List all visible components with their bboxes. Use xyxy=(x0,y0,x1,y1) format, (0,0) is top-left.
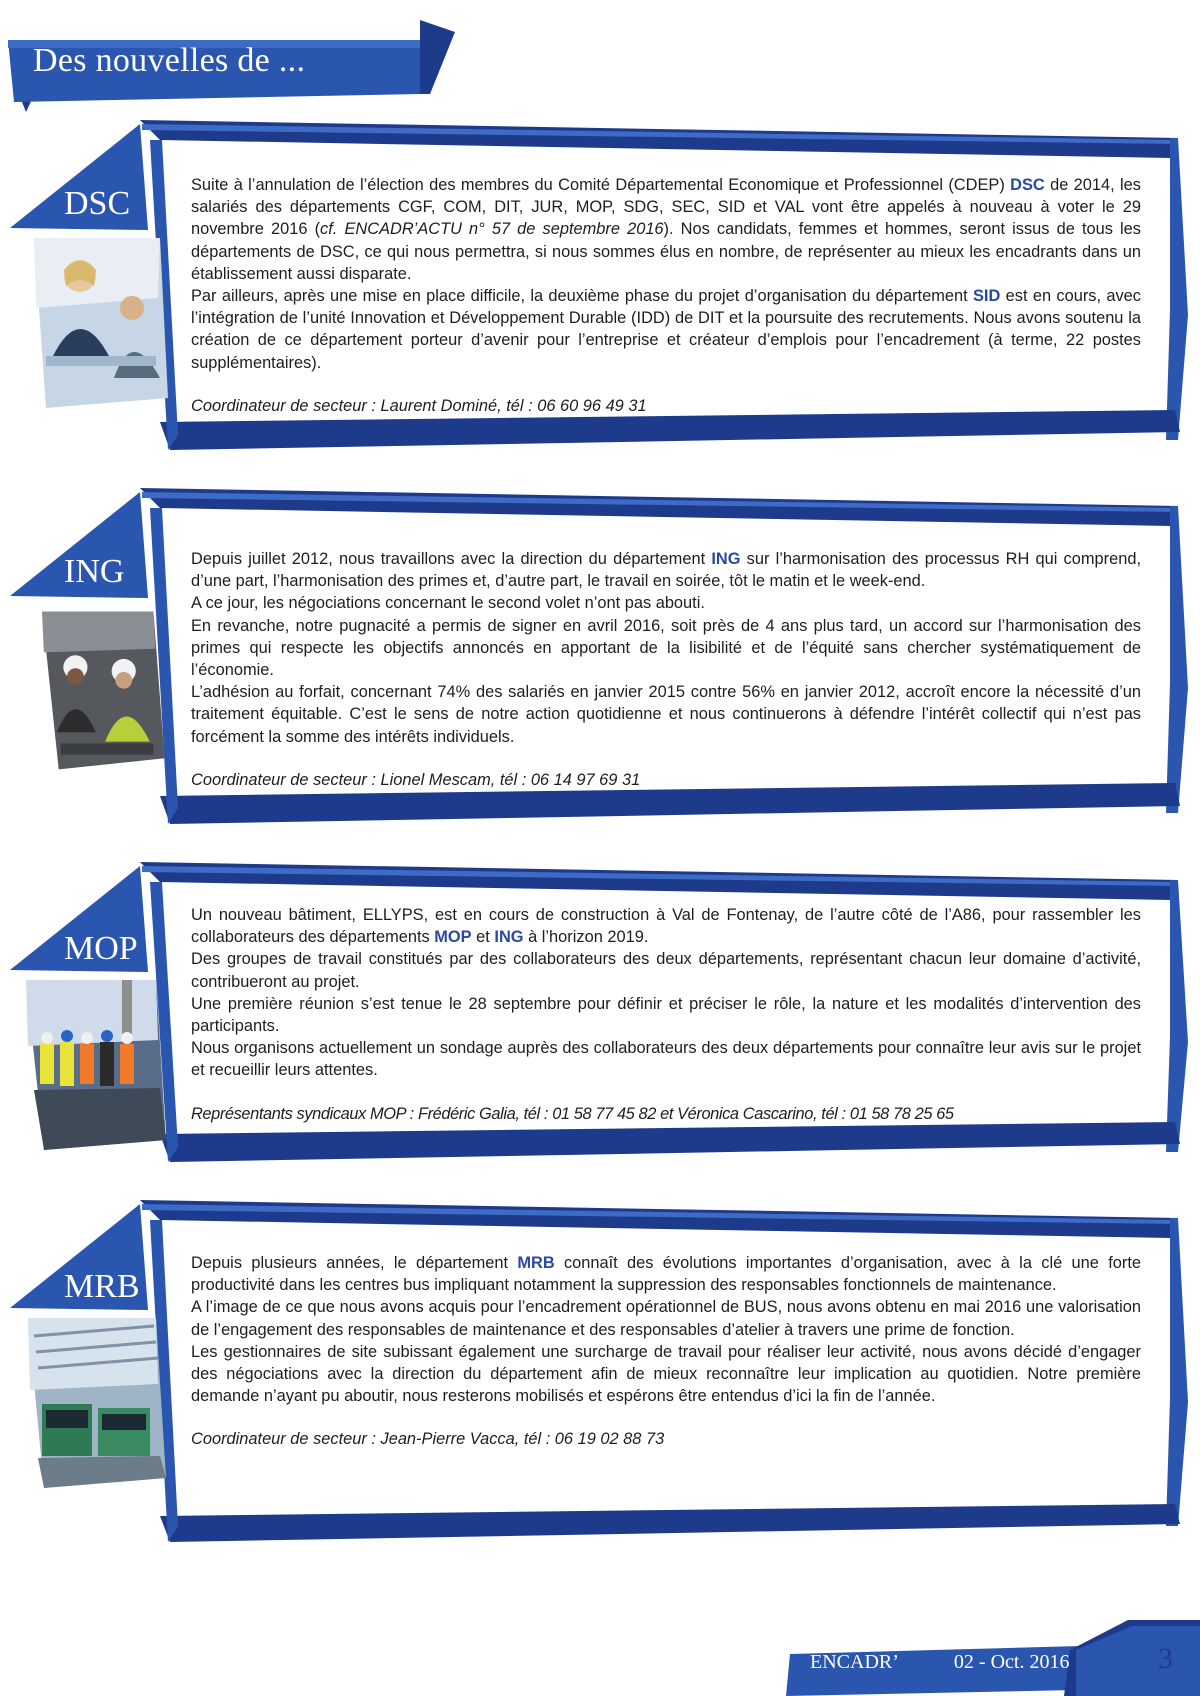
section-mop xyxy=(0,852,1200,1172)
paragraph xyxy=(191,1037,1141,1081)
construction-team-photo xyxy=(26,980,171,1150)
text-run: connaît des évolutions importantes d’organisation, avec à la clé une forte productivité dans les centres bus impliquant notamment la suppression des responsables fonctionnels de maintenance. xyxy=(191,1254,1141,1295)
department-highlight: MRB xyxy=(517,1254,555,1272)
section-tag: MOP xyxy=(64,930,138,967)
text-run: Des groupes de travail constitués par des collaborateurs des deux départements, représentant chacun leur domaine d’activité, contribueront au projet. xyxy=(191,950,1141,991)
paragraph xyxy=(191,592,1141,614)
paragraph xyxy=(191,904,1141,948)
section-tag: DSC xyxy=(64,185,131,222)
coordinator-line: Représentants syndicaux MOP : Frédéric Galia, tél : 01 58 77 45 82 et Véronica Cascarino, tél : 01 58 78 25 65 xyxy=(191,1104,954,1123)
page-number: 3 xyxy=(1158,1642,1173,1675)
paragraph xyxy=(191,174,1141,285)
coordinator-line: Coordinateur de secteur : Laurent Dominé, tél : 06 60 96 49 31 xyxy=(191,396,647,415)
paragraph xyxy=(191,1252,1141,1296)
paragraph xyxy=(191,285,1141,374)
reference-citation: cf. ENCADR’ACTU n° 57 de septembre 2016 xyxy=(320,220,664,239)
text-run: En revanche, notre pugnacité a permis de signer en avril 2016, soit près de 4 ans plus tard, un accord sur l’harmonisation des primes qui respecte les objectifs annoncés en apportant de la lisibilité et de l’équité sans chercher systématiquement de l’économie. xyxy=(191,616,1141,680)
text-run: Suite à l’annulation de l’élection des membres du Comité Départemental Economique et Professionnel (CDEP) xyxy=(191,176,1011,194)
coordinator-line: Coordinateur de secteur : Jean-Pierre Vacca, tél : 06 19 02 88 73 xyxy=(191,1430,665,1449)
footer-publication xyxy=(810,1651,1069,1674)
text-run: A l’image de ce que nous avons acquis pour l’encadrement opérationnel de BUS, nous avons obtenu en mai 2016 une valorisation de l’engagement des responsables de maintenance et des responsables d’atelier à travers une prime de fonction. xyxy=(191,1298,1141,1339)
brand-prefix: ENCADR’ xyxy=(810,1651,899,1673)
section-body xyxy=(191,904,1141,1125)
text-run: Un nouveau bâtiment, ELLYPS, est en cours de construction à Val de Fontenay, de l’autre côté de l’A86, pour rassembler les collaborateurs des départements xyxy=(191,906,1141,947)
text-run: Depuis plusieurs années, le département xyxy=(191,1254,518,1272)
paragraph xyxy=(191,1296,1141,1340)
text-run: Par ailleurs, après une mise en place difficile, la deuxième phase du projet d’organisation du département xyxy=(191,287,973,306)
paragraph xyxy=(191,1341,1141,1408)
coordinator-line: Coordinateur de secteur : Lionel Mescam, tél : 06 14 97 69 31 xyxy=(191,770,641,789)
text-run: et xyxy=(471,928,495,947)
department-highlight: MOP xyxy=(434,928,472,947)
section-tag: MRB xyxy=(64,1268,140,1305)
text-run: de 2014, les salariés des départements CGF, COM, DIT, JUR, MOP, SDG, SEC, SID et VAL vont être appelés à nouveau à voter le 29 novembre 2016 ( xyxy=(191,176,1141,239)
paragraph xyxy=(191,948,1141,992)
department-highlight: DSC xyxy=(1010,176,1045,194)
bus-depot-photo xyxy=(28,1318,168,1488)
section-tag: ING xyxy=(64,553,125,590)
section-body xyxy=(191,548,1141,791)
brand-suffix: INFO xyxy=(898,1651,949,1673)
section-body xyxy=(191,1252,1141,1451)
text-run: sur l’harmonisation des processus RH qui comprend, d’une part, l’harmonisation des primes et, d’autre part, le travail en soirée, tôt le matin et le week-end. xyxy=(191,550,1141,591)
text-run: L’adhésion au forfait, concernant 74% des salariés en janvier 2015 contre 56% en janvier 2012, accroît encore la nécessité d’un traitement équitable. C’est le sens de notre action quotidienne et nous continuerons à défendre l’intérêt collectif qui n’est pas forcément la somme des intérêts individuels. xyxy=(191,683,1141,746)
office-meeting-photo xyxy=(28,238,168,408)
department-highlight: ING xyxy=(494,928,524,947)
department-highlight: SID xyxy=(973,287,1001,306)
text-run: est en cours, avec l’intégration de l’unité Innovation et Développement Durable (IDD) de DIT et la poursuite des recrutements. Nous avons soutenu la création de ce département porteur d’avenir pour l’entreprise et créateur d’emplois pour l’encadrement (à terme, 22 postes supplémentaires). xyxy=(191,287,1141,372)
page-title: Des nouvelles de ... xyxy=(33,42,306,79)
workers-photo xyxy=(42,608,172,773)
text-run: Les gestionnaires de site subissant également une surcharge de travail pour réaliser leur activité, nous avons décidé d’engager des négociations avec la direction du département afin de mieux reconnaître leur implication au quotidien. Notre première demande n’ayant pu aboutir, nous resterons mobilisés et espérons être entendus d’ici la fin de l’année. xyxy=(191,1342,1141,1406)
text-run: à l’horizon 2019. xyxy=(523,928,649,947)
paragraph xyxy=(191,993,1141,1037)
department-highlight: ING xyxy=(711,550,741,568)
section-body xyxy=(191,174,1141,417)
text-run: Depuis juillet 2012, nous travaillons avec la direction du département xyxy=(191,550,712,568)
issue-label: 02 - Oct. 2016 xyxy=(948,1651,1070,1673)
text-run: Nous organisons actuellement un sondage auprès des collaborateurs des deux départements pour connaître leur avis sur le projet et recueillir leurs attentes. xyxy=(191,1039,1141,1080)
paragraph xyxy=(191,615,1141,682)
section-ing xyxy=(0,478,1200,838)
section-mrb xyxy=(0,1190,1200,1555)
text-run: ). Nos candidats, femmes et hommes, seront issus de tous les départements de DSC, ce qui nous permettra, si nous sommes élus en nombre, de représenter au mieux les encadrants dans un établissement aussi disparate. xyxy=(191,220,1141,283)
text-run: A ce jour, les négociations concernant le second volet n’ont pas abouti. xyxy=(191,594,705,613)
paragraph xyxy=(191,681,1141,748)
text-run: Une première réunion s’est tenue le 28 septembre pour définir et préciser le rôle, la nature et les modalités d’intervention des participants. xyxy=(191,994,1141,1036)
paragraph xyxy=(191,548,1141,592)
section-dsc xyxy=(0,110,1200,460)
